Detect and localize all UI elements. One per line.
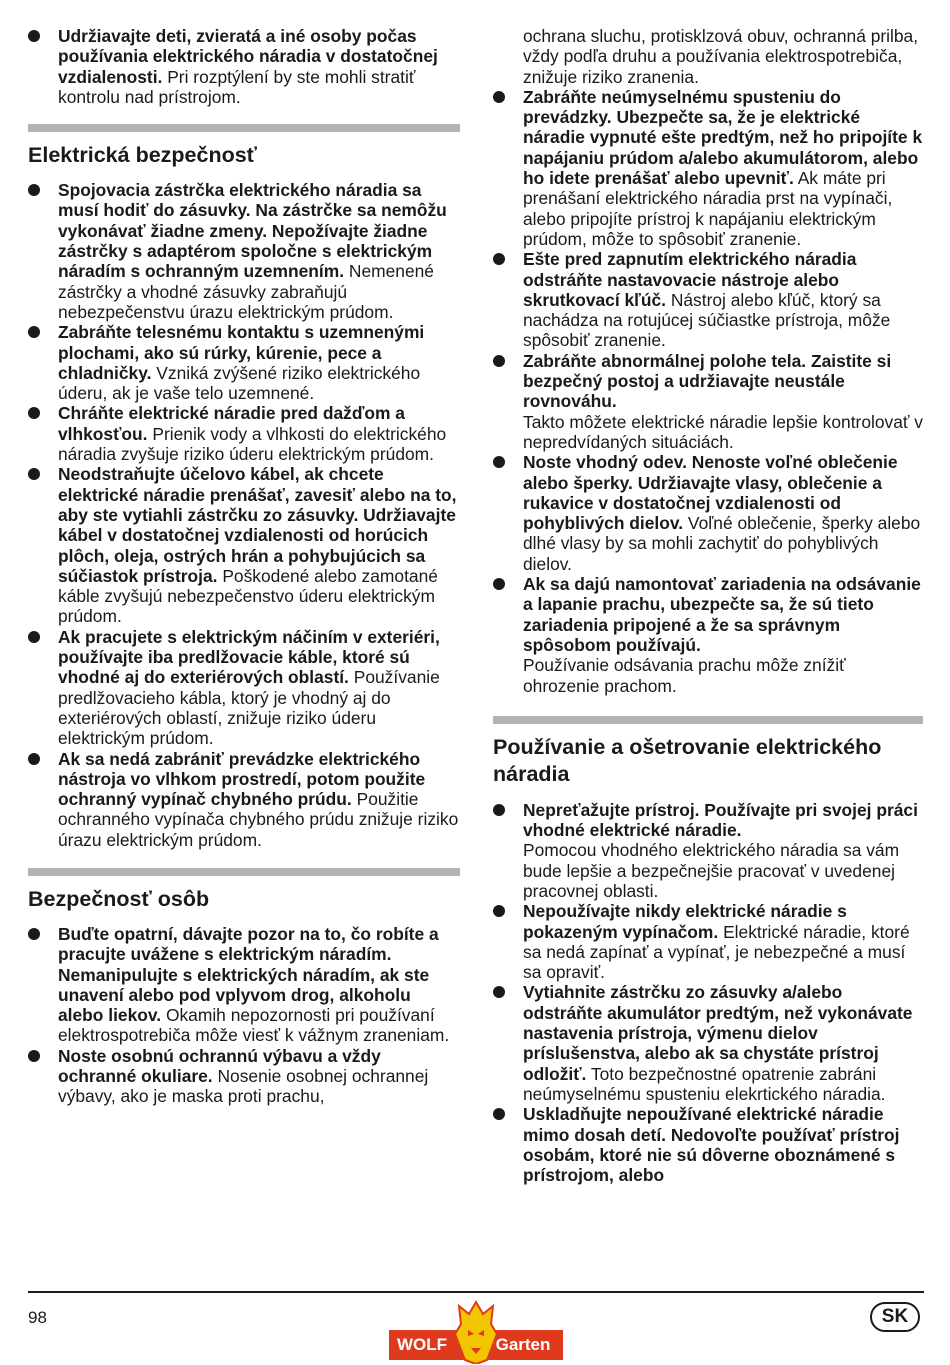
item-normal-text: Používanie odsávania prachu môže znížiť ohrozenie prachom. [523, 655, 846, 696]
list-item [28, 180, 460, 322]
list-item [493, 800, 923, 901]
bullet-icon [493, 253, 505, 265]
list-item [28, 749, 460, 850]
page-number: 98 [28, 1308, 47, 1327]
item-bold-text: Udržiavajte deti, zvieratá a iné osoby počas používania elektrického náradia v dostatočnej vzdialenosti. [58, 26, 438, 87]
right-column [493, 26, 923, 1185]
brand-logo [389, 1300, 563, 1365]
item-bold-text: Neodstraňujte účelovo kábel, ak chcete elektrické náradie prenášať, zavesiť alebo na to, aby ste vytiahli zástrčku zo zásuvky. Udržiavajte kábel v dostatočnej vzdialenosti od horúcich plôch, oleja, ostrých hrán a pohybujúcich sa súčiastok prístroja. [58, 464, 457, 586]
item-normal-text: Použitie ochranného vypínača chybného prúdu znižuje riziko úrazu elektrickým prúdom. [58, 789, 459, 850]
item-bold-text: Noste osobnú ochrannú výbavu a vždy ochranné okuliare. [58, 1045, 381, 1087]
item-normal-text: Vzniká zvýšené riziko elektrického úderu, ak je vaše telo uzemnené. [58, 362, 421, 404]
bullet-icon [493, 456, 505, 468]
item-normal-text: Používanie predlžovacieho kábla, ktorý je vhodný aj do exteriérových oblastí, znižuje riziko úderu elektrickým prúdom. [58, 667, 440, 749]
list-item [493, 87, 923, 249]
bullet-icon [28, 631, 40, 643]
item-normal-text: Takto môžete elektrické náradie lepšie kontrolovať v nepredvídaných situáciách. [523, 411, 923, 452]
item-normal-text: Poškodené alebo zamotané káble zvyšujú nebezpečenstvo úderu elektrickým prúdom. [58, 565, 438, 627]
bullet-icon [493, 578, 505, 590]
bullet-icon [493, 986, 505, 998]
list-item [28, 403, 460, 464]
item-normal-text: Elektrické náradie, ktoré sa nedá zapínať a vypínať, je nebezpečné a musí sa opraviť. [523, 921, 910, 983]
item-normal-text: Ak máte pri prenášaní elektrického náradia prst na vypínači, alebo pripojíte prístroj k napájaniu elektrickým prúdom, môže to spôsobiť zranenie. [523, 168, 893, 249]
item-normal-text: Nástroj alebo kľúč, ktorý sa nachádza na rotujúcej súčiastke prístroja, môže spôsobiť zranenie. [523, 289, 891, 351]
item-bold-text: Zabráňte abnormálnej polohe tela. Zaistite si bezpečný postoj a udržiavajte neustále rovnováhu. [523, 350, 892, 412]
list-item [493, 901, 923, 982]
item-normal-text: Prienik vody a vlhkosti do elektrického náradia zvyšuje riziko úderu elektrickým prúdom. [58, 423, 447, 465]
wolf-head-icon [453, 1300, 499, 1364]
section-title-personal-safety: Bezpečnosť osôb [28, 886, 210, 911]
item-bold-text: Ak sa nedá zabrániť prevádzke elektrického nástroja vo vlhkom prostredí, potom použite ochranný vypínač chybného prúdu. [58, 748, 426, 810]
bullet-icon [28, 753, 40, 765]
item-bold-text: Vytiahnite zástrčku zo zásuvky a/alebo odstráňte akumulátor predtým, než vykonávate nastavenia prístroja, výmenu dielov príslušenstva, alebo ak sa chystáte prístroj odložiť. [523, 982, 913, 1084]
section-title-tool-use-and-care: Používanie a ošetrovanie elektrického náradia [493, 734, 882, 786]
logo-wolf-text: WOLF [389, 1330, 471, 1360]
list-item [493, 249, 923, 350]
list-item [493, 1104, 923, 1185]
item-normal-text: Pri rozptýlení by ste mohli stratiť kontrolu nad prístrojom. [58, 66, 416, 107]
left-column [28, 26, 460, 1107]
bullet-icon [493, 91, 505, 103]
item-bold-text: Ešte pred zapnutím elektrického náradia odstráňte nastavovacie nástroje alebo skrutkovací kľúč. [523, 249, 857, 310]
item-normal-text: Nemenené zástrčky a vhodné zásuvky zabraňujú nebezpečenstvu úrazu elektrickým prúdom. [58, 261, 434, 322]
bullet-icon [28, 468, 40, 480]
item-normal-text: Okamih nepozornosti pri používaní elektrospotrebiča môže viesť k vážnym zraneniam. [58, 1005, 450, 1046]
item-bold-text: Zabráňte telesnému kontaktu s uzemnenými plochami, ako sú rúrky, kúrenie, pece a chladničky. [58, 322, 425, 383]
bullet-icon [493, 1108, 505, 1120]
item-bold-text: Chráňte elektrické náradie pred dažďom a vlhkosťou. [58, 403, 405, 444]
item-normal-text: Toto bezpečnostné opatrenie zabráni neúmyselnému spusteniu elekrtického náradia. [523, 1063, 886, 1104]
item-bold-text: Buďte opatrní, dávajte pozor na to, čo robíte a pracujte uvážene s elektrickým náradím. Nemanipulujte s elektrických náradím, ak ste unavení alebo pod vplyvom drog, alkoholu alebo liekov. [58, 923, 439, 1026]
continuation-text: ochrana sluchu, protisklzová obuv, ochranná prilba, vždy podľa druhu a používania elektrospotrebiča, znižuje riziko zranenia. [523, 26, 919, 87]
section-divider [493, 716, 923, 724]
list-item [28, 627, 460, 749]
item-normal-text: Voľné oblečenie, šperky alebo dlhé vlasy by sa mohli zachytiť do pohyblivých dielov. [523, 513, 921, 574]
list-item [28, 464, 460, 626]
bullet-icon [493, 355, 505, 367]
language-badge: SK [870, 1302, 920, 1332]
item-bold-text: Uskladňujte nepoužívané elektrické náradie mimo dosah detí. Nedovoľte používať prístroj osobám, ktoré nie sú dôverne oboznámené s prístrojom, alebo [523, 1104, 900, 1186]
section-divider [28, 124, 460, 132]
list-item [493, 452, 923, 574]
bullet-icon [28, 30, 40, 42]
bullet-icon [28, 326, 40, 338]
item-bold-text: Spojovacia zástrčka elektrického náradia sa musí hodiť do zásuvky. Na zástrčke sa nemôžu vykonávať žiadne zmeny. Nepožívajte žiadne zástrčky s adaptérom spoločne s elektrickým náradím s ochranným uzemnením. [58, 180, 447, 282]
list-item [493, 982, 923, 1104]
section-divider [28, 868, 460, 876]
item-bold-text: Ak pracujete s elektrickým náčiním v exteriéri, používajte iba predlžovacie káble, ktoré sú vhodné aj do exteriérových oblastí. [58, 626, 440, 688]
list-item [28, 1046, 460, 1107]
item-normal-text: Pomocou vhodného elektrického náradia sa vám bude lepšie a bezpečnejšie pracovať v uvedenej pracovnej oblasti. [523, 840, 900, 901]
footer-divider [28, 1291, 924, 1293]
bullet-icon [493, 804, 505, 816]
item-bold-text: Ak sa dajú namontovať zariadenia na odsávanie a lapanie prachu, ubezpečte sa, že sú tieto zariadenia pripojené a že sa správnym spôsobom používajú. [523, 574, 921, 655]
bullet-icon [28, 928, 40, 940]
bullet-icon [28, 407, 40, 419]
bullet-icon [28, 1050, 40, 1062]
item-bold-text: Nepoužívajte nikdy elektrické náradie s pokazeným vypínačom. [523, 901, 847, 942]
item-bold-text: Zabráňte neúmyselnému spusteniu do prevádzky. Ubezpečte sa, že je elektrické náradie vypnuté ešte predtým, než ho pripojíte k napájaniu prúdom a/alebo akumulátorom, alebo ho idete prenášať alebo upevniť. [523, 86, 923, 189]
item-bold-text: Nepreťažujte prístroj. Používajte pri svojej práci vhodné elektrické náradie. [523, 799, 918, 841]
bullet-icon [28, 184, 40, 196]
bullet-icon [493, 905, 505, 917]
logo-garten-text: Garten [483, 1330, 563, 1360]
list-item [493, 574, 923, 696]
section-title-electrical-safety: Elektrická bezpečnosť [28, 143, 257, 168]
list-item [493, 351, 923, 452]
item-normal-text: Nosenie osobnej ochrannej výbavy, ako je maska proti prachu, [58, 1066, 429, 1107]
item-bold-text: Noste vhodný odev. Nenoste voľné oblečenie alebo šperky. Udržiavajte vlasy, oblečenie a rukavice v dostatočnej vzdialenosti od pohyblivých dielov. [523, 452, 898, 534]
list-item [28, 924, 460, 1046]
list-item [28, 26, 460, 107]
list-item [28, 322, 460, 403]
